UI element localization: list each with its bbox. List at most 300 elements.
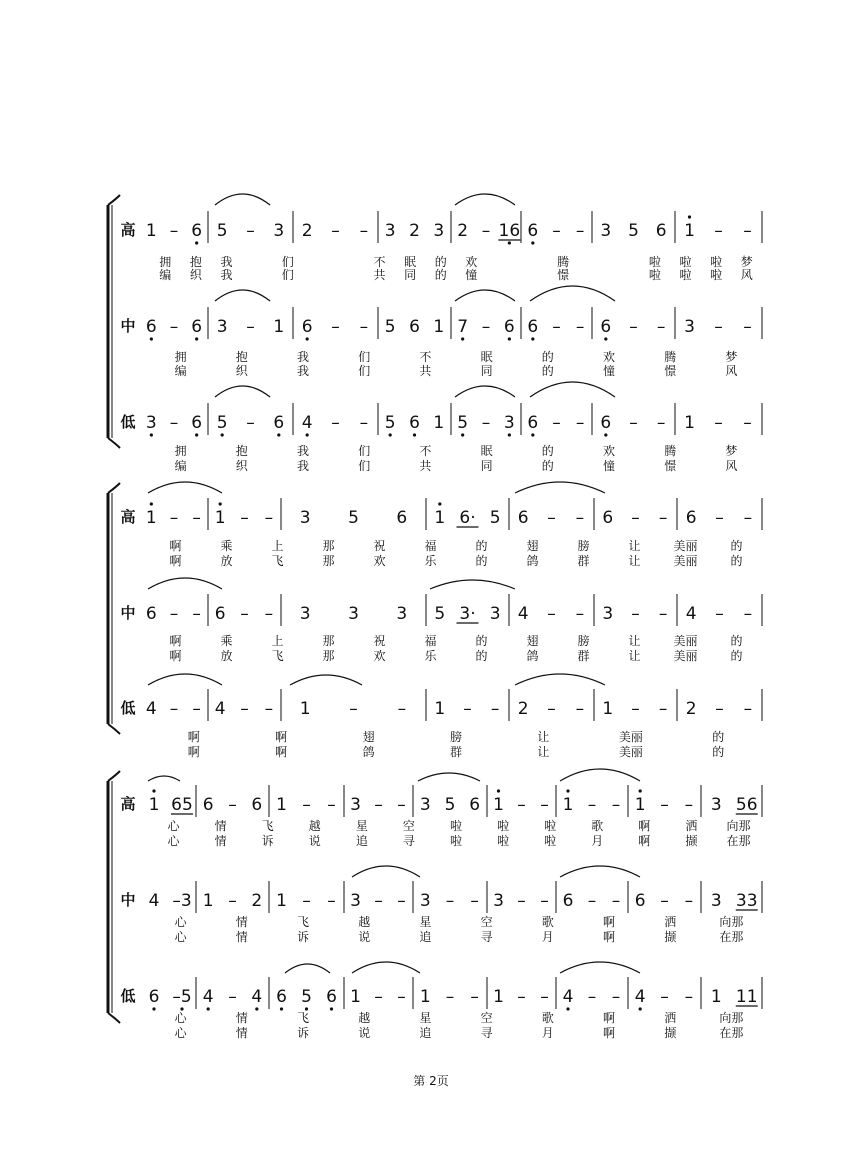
jianpu-note: –: [470, 891, 479, 911]
lyric-syllable: 心: [167, 834, 180, 848]
lyric-syllable: 啦: [497, 819, 510, 833]
jianpu-note: 1: [145, 221, 157, 241]
slur: [455, 194, 515, 205]
voice-part-label: 低: [120, 699, 136, 717]
jianpu-note: –: [540, 891, 549, 911]
jianpu-note: 3: [503, 413, 515, 433]
jianpu-note: 3: [602, 604, 614, 624]
slur: [530, 286, 615, 301]
lyric-syllable: 让: [537, 745, 550, 759]
lyric-syllable: 心: [174, 930, 187, 944]
lyric-syllable: 福: [424, 539, 437, 553]
jianpu-note: 1: [684, 413, 695, 433]
jianpu-note: –: [359, 413, 369, 433]
lyric-syllable: 欢: [465, 255, 478, 269]
lyric-syllable: 啊: [275, 745, 288, 759]
lyric-syllable: 编: [174, 364, 187, 378]
jianpu-note: –: [660, 891, 669, 911]
jianpu-note: –: [575, 317, 585, 337]
lyric-syllable: 让: [628, 649, 641, 663]
jianpu-note: –3: [172, 891, 192, 911]
jianpu-note: –: [611, 987, 621, 1007]
lyric-syllable: 梦: [740, 255, 753, 269]
jianpu-note: 6: [326, 987, 337, 1007]
jianpu-note: –: [540, 795, 549, 815]
slur: [215, 194, 270, 205]
lyric-syllable: 同: [480, 459, 493, 473]
low-octave-dot: [150, 433, 153, 436]
jianpu-note: –: [575, 221, 585, 241]
jianpu-note: –: [656, 413, 666, 433]
lyric-syllable: 织: [235, 364, 248, 378]
jianpu-note: –: [611, 891, 621, 911]
jianpu-note: 1: [276, 795, 287, 815]
low-octave-dot: [508, 433, 511, 436]
lyric-syllable: 飞: [296, 1011, 310, 1025]
lyric-syllable: 星: [419, 915, 432, 929]
jianpu-note: –: [575, 604, 585, 624]
lyric-syllable: 月: [541, 930, 554, 944]
jianpu-note: 6: [634, 891, 646, 911]
jianpu-note: –: [169, 604, 179, 624]
lyric-syllable: 的: [475, 539, 488, 553]
jianpu-note: 7: [457, 317, 469, 337]
lyric-syllable: 共: [419, 459, 432, 473]
lyric-syllable: 美丽: [618, 745, 643, 759]
jianpu-note: 6: [655, 221, 667, 241]
jianpu-note: –: [246, 221, 255, 241]
jianpu-note: 6: [191, 221, 203, 241]
voice-part-label: 中: [120, 891, 136, 909]
lyric-syllable: 们: [358, 459, 371, 473]
lyric-syllable: 啦: [544, 819, 557, 833]
jianpu-note: –: [264, 604, 274, 624]
jianpu-note: 6: [202, 795, 214, 815]
lyric-syllable: 的: [712, 745, 725, 759]
low-octave-dot: [330, 1007, 333, 1010]
lyric-syllable: 歌: [541, 915, 554, 929]
jianpu-note: –: [397, 699, 407, 719]
jianpu-note: –: [658, 508, 668, 528]
lyric-syllable: 同: [480, 364, 493, 378]
jianpu-note: –: [714, 221, 723, 241]
jianpu-note: 3: [433, 221, 445, 241]
lyric-syllable: 啊: [187, 745, 200, 759]
jianpu-note: 6: [469, 795, 481, 815]
lyric-syllable: 美丽: [673, 554, 698, 568]
jianpu-note: –: [656, 317, 666, 337]
jianpu-note: 6: [527, 221, 539, 241]
lyric-syllable: 啊: [638, 819, 651, 833]
lyric-syllable: 啊: [275, 730, 288, 744]
lyric-syllable: 拥: [174, 350, 187, 364]
voice-part-label: 低: [120, 987, 136, 1005]
low-octave-dot: [152, 1007, 155, 1010]
lyric-syllable: 心: [167, 819, 180, 833]
lyric-syllable: 群: [577, 649, 590, 663]
jianpu-note: 5: [384, 317, 396, 337]
lyric-syllable: 心: [174, 1026, 187, 1040]
high-octave-dot: [688, 215, 691, 218]
voice-part-label: 高: [120, 221, 136, 239]
jianpu-note: 3: [493, 891, 504, 911]
lyric-syllable: 欢: [373, 649, 386, 663]
lyric-syllable: 啊: [602, 930, 616, 944]
lyric-syllable: 的: [475, 634, 488, 648]
jianpu-note: 4: [685, 604, 697, 624]
jianpu-note: 3: [396, 604, 408, 624]
lyric-syllable: 啊: [169, 634, 182, 648]
lyric-syllable: 群: [449, 745, 463, 759]
lyric-syllable: 说: [358, 1026, 371, 1040]
high-octave-dot: [150, 502, 153, 505]
lyric-syllable: 鸽: [526, 649, 539, 663]
bracket-hook-top: [108, 195, 120, 205]
jianpu-note: –: [631, 699, 640, 719]
slur: [455, 386, 515, 397]
lyric-syllable: 的: [712, 730, 725, 744]
jianpu-note: –: [660, 795, 669, 815]
lyric-syllable: 我: [220, 268, 233, 282]
low-octave-dot: [280, 1007, 283, 1010]
jianpu-note: –: [552, 413, 561, 433]
lyric-syllable: 啦: [710, 268, 723, 282]
jianpu-note: 2: [301, 221, 313, 241]
page-number: 第 2页: [413, 1074, 449, 1088]
lyric-syllable: 不: [373, 255, 386, 269]
lyric-syllable: 群: [577, 554, 590, 568]
lyric-syllable: 福: [424, 634, 437, 648]
jianpu-note: –: [331, 317, 340, 337]
jianpu-note: 1: [493, 795, 504, 815]
slur: [455, 290, 515, 301]
jianpu-note: 6: [517, 508, 529, 528]
lyric-syllable: 眠: [404, 255, 417, 269]
lyric-syllable: 我: [296, 350, 310, 364]
jianpu-note: 6: [527, 317, 539, 337]
jianpu-note: –: [587, 987, 597, 1007]
jianpu-note: 3: [710, 891, 722, 911]
lyric-syllable: 的: [434, 268, 447, 282]
jianpu-note: 3: [348, 604, 359, 624]
jianpu-note: –: [743, 317, 752, 337]
lyric-syllable: 啦: [449, 819, 463, 833]
low-octave-dot: [277, 433, 280, 436]
high-octave-dot: [219, 502, 222, 505]
jianpu-note: 6: [145, 317, 157, 337]
lyric-syllable: 诉: [261, 834, 274, 848]
lyric-syllable: 眠: [480, 350, 493, 364]
lyric-syllable: 让: [628, 539, 641, 553]
slur: [290, 675, 362, 685]
jianpu-note: –: [658, 604, 668, 624]
jianpu-note: –: [631, 508, 640, 528]
lyric-syllable: 编: [159, 268, 172, 282]
jianpu-note: 16: [498, 221, 521, 241]
jianpu-note: –: [490, 699, 500, 719]
lyric-syllable: 越: [358, 1011, 371, 1025]
lyric-syllable: 那: [322, 554, 335, 568]
jianpu-note: –: [517, 795, 526, 815]
jianpu-note: –: [743, 413, 752, 433]
jianpu-note: 5: [489, 508, 501, 528]
jianpu-note: 4: [202, 987, 214, 1007]
jianpu-note: 2: [409, 221, 420, 241]
lyric-syllable: 乘: [220, 634, 233, 648]
jianpu-note: 5: [434, 604, 446, 624]
lyric-syllable: 向那: [719, 1011, 744, 1025]
lyric-syllable: 星: [419, 1011, 432, 1025]
lyric-syllable: 月: [541, 1026, 554, 1040]
jianpu-note: 6·: [459, 508, 476, 528]
lyric-syllable: 风: [740, 268, 753, 282]
lyric-syllable: 共: [373, 268, 386, 282]
lyric-syllable: 祝: [373, 634, 386, 648]
jianpu-note: –: [359, 317, 369, 337]
lyric-syllable: 啊: [602, 1026, 616, 1040]
lyric-syllable: 风: [725, 364, 738, 378]
low-octave-dot: [306, 433, 309, 436]
jianpu-note: –: [547, 699, 556, 719]
lyric-syllable: 抱: [235, 444, 248, 458]
slur: [418, 773, 480, 781]
lyric-syllable: 美丽: [673, 634, 698, 648]
lyric-syllable: 让: [628, 554, 641, 568]
slur: [530, 382, 615, 397]
lyric-syllable: 欢: [602, 350, 616, 364]
slur: [148, 776, 180, 781]
jianpu-note: –: [169, 221, 179, 241]
lyric-syllable: 情: [235, 1026, 248, 1040]
jianpu-note: –: [629, 317, 638, 337]
lyric-syllable: 星: [355, 819, 368, 833]
lyric-syllable: 寻: [480, 1026, 493, 1040]
jianpu-note: –5: [172, 987, 192, 1007]
jianpu-note: –: [302, 891, 311, 911]
jianpu-note: –: [575, 508, 585, 528]
lyric-syllable: 们: [358, 444, 371, 458]
jianpu-note: –: [631, 604, 640, 624]
jianpu-note: –: [481, 317, 491, 337]
low-octave-dot: [389, 433, 392, 436]
lyric-syllable: 越: [308, 819, 321, 833]
low-octave-dot: [639, 1007, 642, 1010]
lyric-syllable: 月: [591, 834, 604, 848]
lyric-syllable: 飞: [271, 649, 284, 663]
jianpu-note: 1: [634, 795, 646, 815]
lyric-syllable: 们: [281, 255, 294, 269]
jianpu-note: –: [517, 891, 526, 911]
lyric-syllable: 编: [174, 459, 187, 473]
jianpu-note: –: [397, 987, 406, 1007]
jianpu-note: –: [264, 699, 274, 719]
jianpu-note: 6: [251, 795, 263, 815]
jianpu-note: 6: [148, 987, 160, 1007]
lyric-syllable: 的: [730, 554, 743, 568]
lyric-syllable: 上: [271, 539, 284, 553]
low-octave-dot: [461, 433, 464, 436]
jianpu-note: 2: [517, 699, 529, 719]
lyric-syllable: 的: [541, 350, 554, 364]
jianpu-note: –: [192, 604, 201, 624]
lyric-syllable: 拥: [174, 444, 187, 458]
lyric-syllable: 空: [480, 915, 493, 929]
slur: [148, 482, 222, 493]
jianpu-note: –: [684, 795, 694, 815]
lyric-syllable: 腾: [664, 444, 677, 458]
lyric-syllable: 情: [235, 1011, 248, 1025]
lyric-syllable: 啦: [648, 255, 661, 269]
lyric-syllable: 向那: [719, 915, 744, 929]
jianpu-note: –: [327, 891, 336, 911]
low-octave-dot: [195, 337, 198, 340]
lyric-syllable: 情: [235, 915, 248, 929]
jianpu-note: 1: [493, 987, 504, 1007]
jianpu-note: 4: [251, 987, 263, 1007]
jianpu-note: 4: [148, 891, 160, 911]
voice-part-label: 低: [120, 413, 136, 431]
voice-part-label: 中: [120, 604, 136, 622]
jianpu-note: 3: [350, 795, 361, 815]
jianpu-note: 5: [348, 508, 359, 528]
lyric-syllable: 同: [404, 268, 417, 282]
lyric-syllable: 乘: [220, 539, 233, 553]
jianpu-note: 3: [419, 891, 431, 911]
lyric-syllable: 歌: [591, 819, 604, 833]
jianpu-note: 1: [562, 795, 574, 815]
jianpu-note: 1: [434, 508, 446, 528]
lyric-syllable: 乐: [424, 554, 437, 568]
slur: [560, 866, 640, 877]
jianpu-note: 5: [216, 221, 228, 241]
lyric-syllable: 的: [475, 649, 488, 663]
lyric-syllable: 让: [628, 634, 641, 648]
slur: [148, 578, 222, 589]
jianpu-note: –: [327, 795, 336, 815]
jianpu-note: –: [552, 317, 561, 337]
jianpu-note: 33: [735, 891, 758, 911]
jianpu-note: 3: [419, 795, 431, 815]
slur: [515, 674, 605, 685]
slur: [352, 866, 420, 877]
voice-part-label: 中: [120, 317, 136, 335]
jianpu-note: 1: [299, 699, 311, 719]
lyric-syllable: 上: [271, 634, 284, 648]
lyric-syllable: 啊: [602, 915, 616, 929]
jianpu-note: 3: [299, 508, 311, 528]
jianpu-note: 3: [299, 604, 311, 624]
high-octave-dot: [639, 789, 642, 792]
jianpu-note: 1: [434, 699, 446, 719]
jianpu-note: –: [397, 795, 406, 815]
lyric-syllable: 欢: [373, 554, 386, 568]
jianpu-note: –: [552, 221, 561, 241]
lyric-syllable: 拥: [159, 255, 172, 269]
jianpu-note: 5: [216, 413, 228, 433]
lyric-syllable: 憧: [465, 268, 478, 282]
jianpu-note: –: [743, 699, 753, 719]
jianpu-note: 1: [350, 987, 361, 1007]
jianpu-note: –: [169, 699, 179, 719]
jianpu-note: 3: [684, 317, 695, 337]
slur: [215, 290, 270, 301]
low-octave-dot: [508, 241, 511, 244]
lyric-syllable: 我: [296, 364, 310, 378]
lyric-syllable: 憬: [557, 268, 570, 282]
lyric-syllable: 向那: [726, 819, 751, 833]
lyric-syllable: 飞: [261, 819, 274, 833]
jianpu-note: –: [192, 508, 201, 528]
jianpu-note: –: [575, 699, 585, 719]
lyric-syllable: 我: [296, 444, 310, 458]
lyric-syllable: 美丽: [618, 730, 643, 744]
lyric-syllable: 说: [358, 930, 371, 944]
lyric-syllable: 那: [322, 649, 335, 663]
lyric-syllable: 在那: [719, 1026, 744, 1040]
jianpu-note: –: [684, 891, 694, 911]
lyric-syllable: 越: [358, 915, 371, 929]
jianpu-note: 1: [433, 413, 445, 433]
lyric-syllable: 美丽: [673, 649, 698, 663]
jianpu-note: –: [714, 317, 723, 337]
jianpu-note: –: [302, 795, 311, 815]
lyric-syllable: 我: [220, 255, 233, 269]
jianpu-note: –: [374, 891, 383, 911]
low-octave-dot: [531, 337, 534, 340]
lyric-syllable: 啦: [497, 834, 510, 848]
jianpu-note: 3: [145, 413, 157, 433]
lyric-syllable: 梦: [725, 444, 738, 458]
low-octave-dot: [531, 241, 534, 244]
jianpu-note: –: [611, 795, 621, 815]
jianpu-note: 5: [301, 987, 312, 1007]
jianpu-note: –: [169, 413, 179, 433]
jianpu-note: 3: [489, 604, 501, 624]
jianpu-note: 6: [685, 508, 697, 528]
lyric-syllable: 洒: [685, 819, 698, 833]
lyric-syllable: 情: [214, 834, 227, 848]
low-octave-dot: [255, 1007, 258, 1010]
jianpu-note: –: [481, 221, 491, 241]
lyric-syllable: 不: [419, 350, 432, 364]
lyric-syllable: 们: [358, 364, 371, 378]
lyric-syllable: 情: [235, 930, 248, 944]
jianpu-note: –: [264, 508, 274, 528]
lyric-syllable: 心: [174, 915, 187, 929]
lyric-syllable: 啊: [169, 539, 182, 553]
lyric-syllable: 啦: [648, 268, 661, 282]
high-octave-dot: [152, 789, 155, 792]
lyric-syllable: 啦: [544, 834, 557, 848]
lyric-syllable: 美丽: [673, 539, 698, 553]
jianpu-note: 5: [457, 413, 469, 433]
lyric-syllable: 的: [541, 364, 554, 378]
jianpu-note: 5: [384, 413, 396, 433]
lyric-syllable: 翅: [526, 634, 539, 648]
jianpu-note: 56: [735, 795, 758, 815]
lyric-syllable: 啊: [602, 1011, 616, 1025]
jianpu-note: 3: [350, 891, 361, 911]
lyric-syllable: 啦: [679, 255, 692, 269]
low-octave-dot: [604, 433, 607, 436]
low-octave-dot: [604, 337, 607, 340]
low-octave-dot: [508, 337, 511, 340]
lyric-syllable: 欢: [602, 444, 616, 458]
lyric-syllable: 空: [402, 819, 415, 833]
jianpu-note: –: [743, 604, 753, 624]
jianpu-note: 1: [602, 699, 614, 719]
bracket-hook-top: [108, 483, 120, 493]
